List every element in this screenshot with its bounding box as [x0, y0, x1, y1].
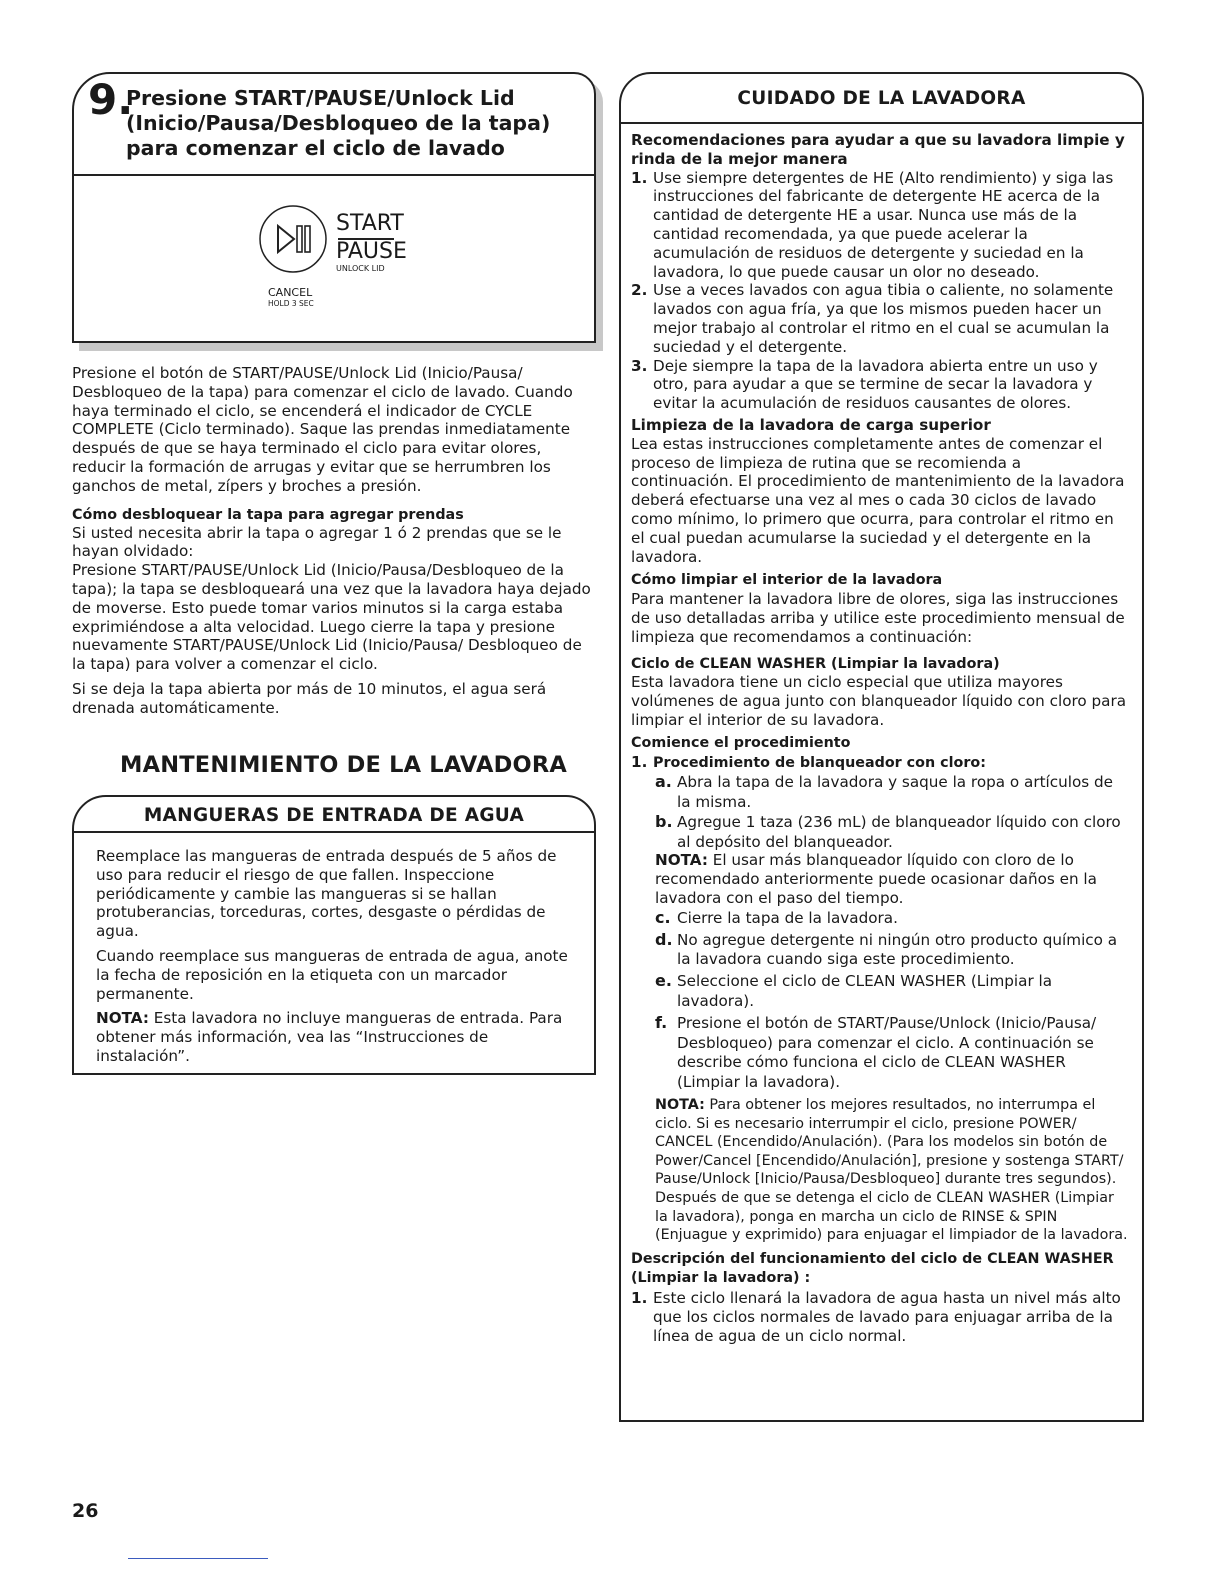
- recommendations-heading: Recomendaciones para ayudar a que su lavadora limpie y rinda de la mejor manera: [631, 131, 1125, 168]
- interrupt-note: NOTA: Para obtener los mejores resultados, no interrumpa el ciclo. Si es necesario interrumpir el ciclo, presione POWER/ CANCEL (Encendido/Anulación). (Para los modelos sin botón de Power/Cancel [Encendido/Anulación], presione y sostenga START/ Pause/Unlock [Inicio/Pausa/Desbloqueo] durante tres segundos). Después de que se detenga el ciclo de CLEAN WASHER (Limpiar la lavadora), ponga en marcha un ciclo de RINSE & SPIN (Enjuague y exprimido) para enjuagar el limpiador de la lavadora.: [655, 1097, 1128, 1244]
- care-title: CUIDADO DE LA LAVADORA: [621, 74, 1142, 124]
- care-box: [619, 72, 1144, 1422]
- pause-label: PAUSE: [336, 239, 407, 264]
- page-number: 26: [72, 1500, 99, 1522]
- step-9-box: [72, 72, 596, 343]
- cycle-description-list: [631, 1289, 1128, 1345]
- clean-washer-cycle-heading: Ciclo de CLEAN WASHER (Limpiar la lavadora): [631, 655, 1000, 672]
- list-item: 3. Deje siempre la tapa de la lavadora abierta entre un uso y otro, para ayudar a que se termine de secar la lavadora y evitar la acumulación de residuos causantes de olores.: [631, 356, 1098, 413]
- start-pause-button-icon: [258, 204, 328, 274]
- step-b: b. Agregue 1 taza (236 mL) de blanqueador líquido con cloro al depósito del blanqueador.: [655, 811, 1121, 851]
- unlock-heading: Cómo desbloquear la tapa para agregar prendas: [72, 506, 464, 523]
- unlock-paragraph-3: Si se deja la tapa abierta por más de 10 minutos, el agua será drenada automáticamente.: [72, 679, 547, 717]
- step-number: 9.: [88, 75, 134, 124]
- unlock-lid-label: UNLOCK LID: [336, 264, 385, 273]
- step-d: d. No agregue detergente ni ningún otro producto químico a la lavadora cuando siga este procedimiento.: [655, 929, 1118, 969]
- hose-paragraph-2: Cuando reemplace sus mangueras de entrada de agua, anote la fecha de reposición en la etiqueta con un marcador permanente.: [96, 946, 568, 1003]
- step-e: e. Seleccione el ciclo de CLEAN WASHER (Limpiar la lavadora).: [655, 971, 1053, 1011]
- list-item: 1. Use siempre detergentes de HE (Alto rendimiento) y siga las instrucciones del fabricante de detergente HE acerca de la cantidad de detergente HE a usar. Nunca use más de la cantidad recomendada, ya que puede acelerar la acumulación de residuos de detergente y suciedad en la lavadora, lo que puede causar un olor no deseado.: [631, 168, 1114, 281]
- unlock-paragraph-1: Si usted necesita abrir la tapa o agregar 1 ó 2 prendas que se le hayan olvidado:: [72, 523, 562, 561]
- inside-cleaning-paragraph: Para mantener la lavadora libre de olores, siga las instrucciones de uso detalladas arriba y utilice este procedimiento mensual de limpieza que recomendamos a continuación:: [631, 590, 1125, 646]
- hold-label: HOLD 3 SEC: [268, 299, 314, 308]
- procedure-list: [631, 753, 1128, 773]
- intro-paragraph: Presione el botón de START/PAUSE/Unlock Lid (Inicio/Pausa/ Desbloqueo de la tapa) para comenzar el ciclo de lavado. Cuando haya terminado el ciclo, se encenderá el indicador de CYCLE COMPLETE (Ciclo terminado). Saque las prendas inmediatamente después de que se haya terminado el ciclo para evitar olores, reducir la formación de arrugas y evitar que se herrumbren los ganchos de metal, zípers y broches a presión.: [72, 364, 573, 495]
- left-column: [72, 72, 596, 718]
- step-f: f. Presione el botón de START/Pause/Unlock (Inicio/Pausa/ Desbloqueo) para comenzar el ciclo. A continuación se describe cómo funciona el ciclo de CLEAN WASHER (Limpiar la lavadora).: [655, 1012, 1097, 1092]
- top-load-cleaning-paragraph: Lea estas instrucciones completamente antes de comenzar el proceso de limpieza de rutina que se recomienda a continuación. El procedimiento de mantenimiento de la lavadora deberá efectuarse una vez al mes o cada 30 ciclos de lavado como mínimo, lo primero que ocurra, para controlar el ritmo en el cual puedan acumularse la suciedad y el detergente en la lavadora.: [631, 434, 1125, 566]
- recommendations-list: [631, 169, 1128, 413]
- inside-cleaning-heading: Cómo limpiar el interior de la lavadora: [631, 572, 943, 589]
- step-9-header: [74, 74, 594, 176]
- hose-note: [96, 1009, 574, 1065]
- hose-note-label: NOTA:: [96, 1009, 149, 1028]
- step-title: Presione START/PAUSE/Unlock Lid (Inicio/Pausa/Desbloqueo de la tapa) para comenzar el ciclo de lavado: [126, 86, 551, 160]
- cycle-description-heading: Descripción del funcionamiento del ciclo de CLEAN WASHER (Limpiar la lavadora) :: [631, 1250, 1114, 1286]
- footer-rule: [128, 1558, 268, 1559]
- hose-title: MANGUERAS DE ENTRADA DE AGUA: [74, 797, 594, 833]
- clean-washer-cycle-paragraph: Esta lavadora tiene un ciclo especial que utiliza mayores volúmenes de agua junto con blanqueador líquido con cloro para limpiar el interior de su lavadora.: [631, 673, 1127, 729]
- step-a: a. Abra la tapa de la lavadora y saque la ropa o artículos de la misma.: [655, 772, 1113, 812]
- hose-paragraph-1: Reemplace las mangueras de entrada después de 5 años de uso para reducir el riesgo de que fallen. Inspeccione periódicamente y cambie las mangueras si se hallan protuberancias, torceduras, cortes, desgaste o pérdidas de agua.: [96, 847, 557, 941]
- top-load-cleaning-heading: Limpieza de la lavadora de carga superior: [631, 415, 991, 434]
- list-item: 1. Procedimiento de blanqueador con cloro:: [631, 752, 986, 771]
- start-pause-control-illustration: [258, 204, 468, 314]
- start-label: START: [336, 211, 404, 236]
- begin-procedure-heading: Comience el procedimiento: [631, 734, 851, 751]
- hose-box: [72, 795, 596, 1075]
- unlock-paragraph-2: Presione START/PAUSE/Unlock Lid (Inicio/Pausa/Desbloqueo de la tapa); la tapa se desbloqueará una vez que la lavadora haya dejado de moverse. Esto puede tomar varios minutos si la carga estaba exprimiéndose a alta velocidad. Luego cierre la tapa y presione nuevamente START/PAUSE/Unlock Lid (Inicio/Pausa/ Desbloqueo de la tapa) para volver a comenzar el ciclo.: [72, 561, 591, 674]
- care-body: [621, 124, 1142, 1346]
- bleach-note: NOTA: El usar más blanqueador líquido con cloro de lo recomendado anteriormente puede ocasionar daños en la lavadora con el paso del tiempo.: [655, 851, 1097, 908]
- cancel-label: CANCEL: [268, 286, 313, 299]
- maintenance-heading: MANTENIMIENTO DE LA LAVADORA: [120, 752, 567, 778]
- hose-note-text: Esta lavadora no incluye mangueras de entrada. Para obtener más información, vea las “Instrucciones de instalación”.: [96, 1009, 563, 1065]
- hose-body: [74, 833, 594, 1066]
- list-item: 2. Use a veces lavados con agua tibia o caliente, no solamente lavados con agua fría, ya que los mismos pueden hacer un mejor trabajo al controlar el ritmo en el cual se acumulan la suciedad y el detergente.: [631, 281, 1114, 356]
- step-c: c. Cierre la tapa de la lavadora.: [655, 907, 898, 927]
- bleach-procedure-heading: Procedimiento de blanqueador con cloro:: [653, 754, 986, 771]
- list-item: 1. Este ciclo llenará la lavadora de agua hasta un nivel más alto que los ciclos normales de lavado para enjuagar arriba de la línea de agua de un ciclo normal.: [631, 1289, 1121, 1345]
